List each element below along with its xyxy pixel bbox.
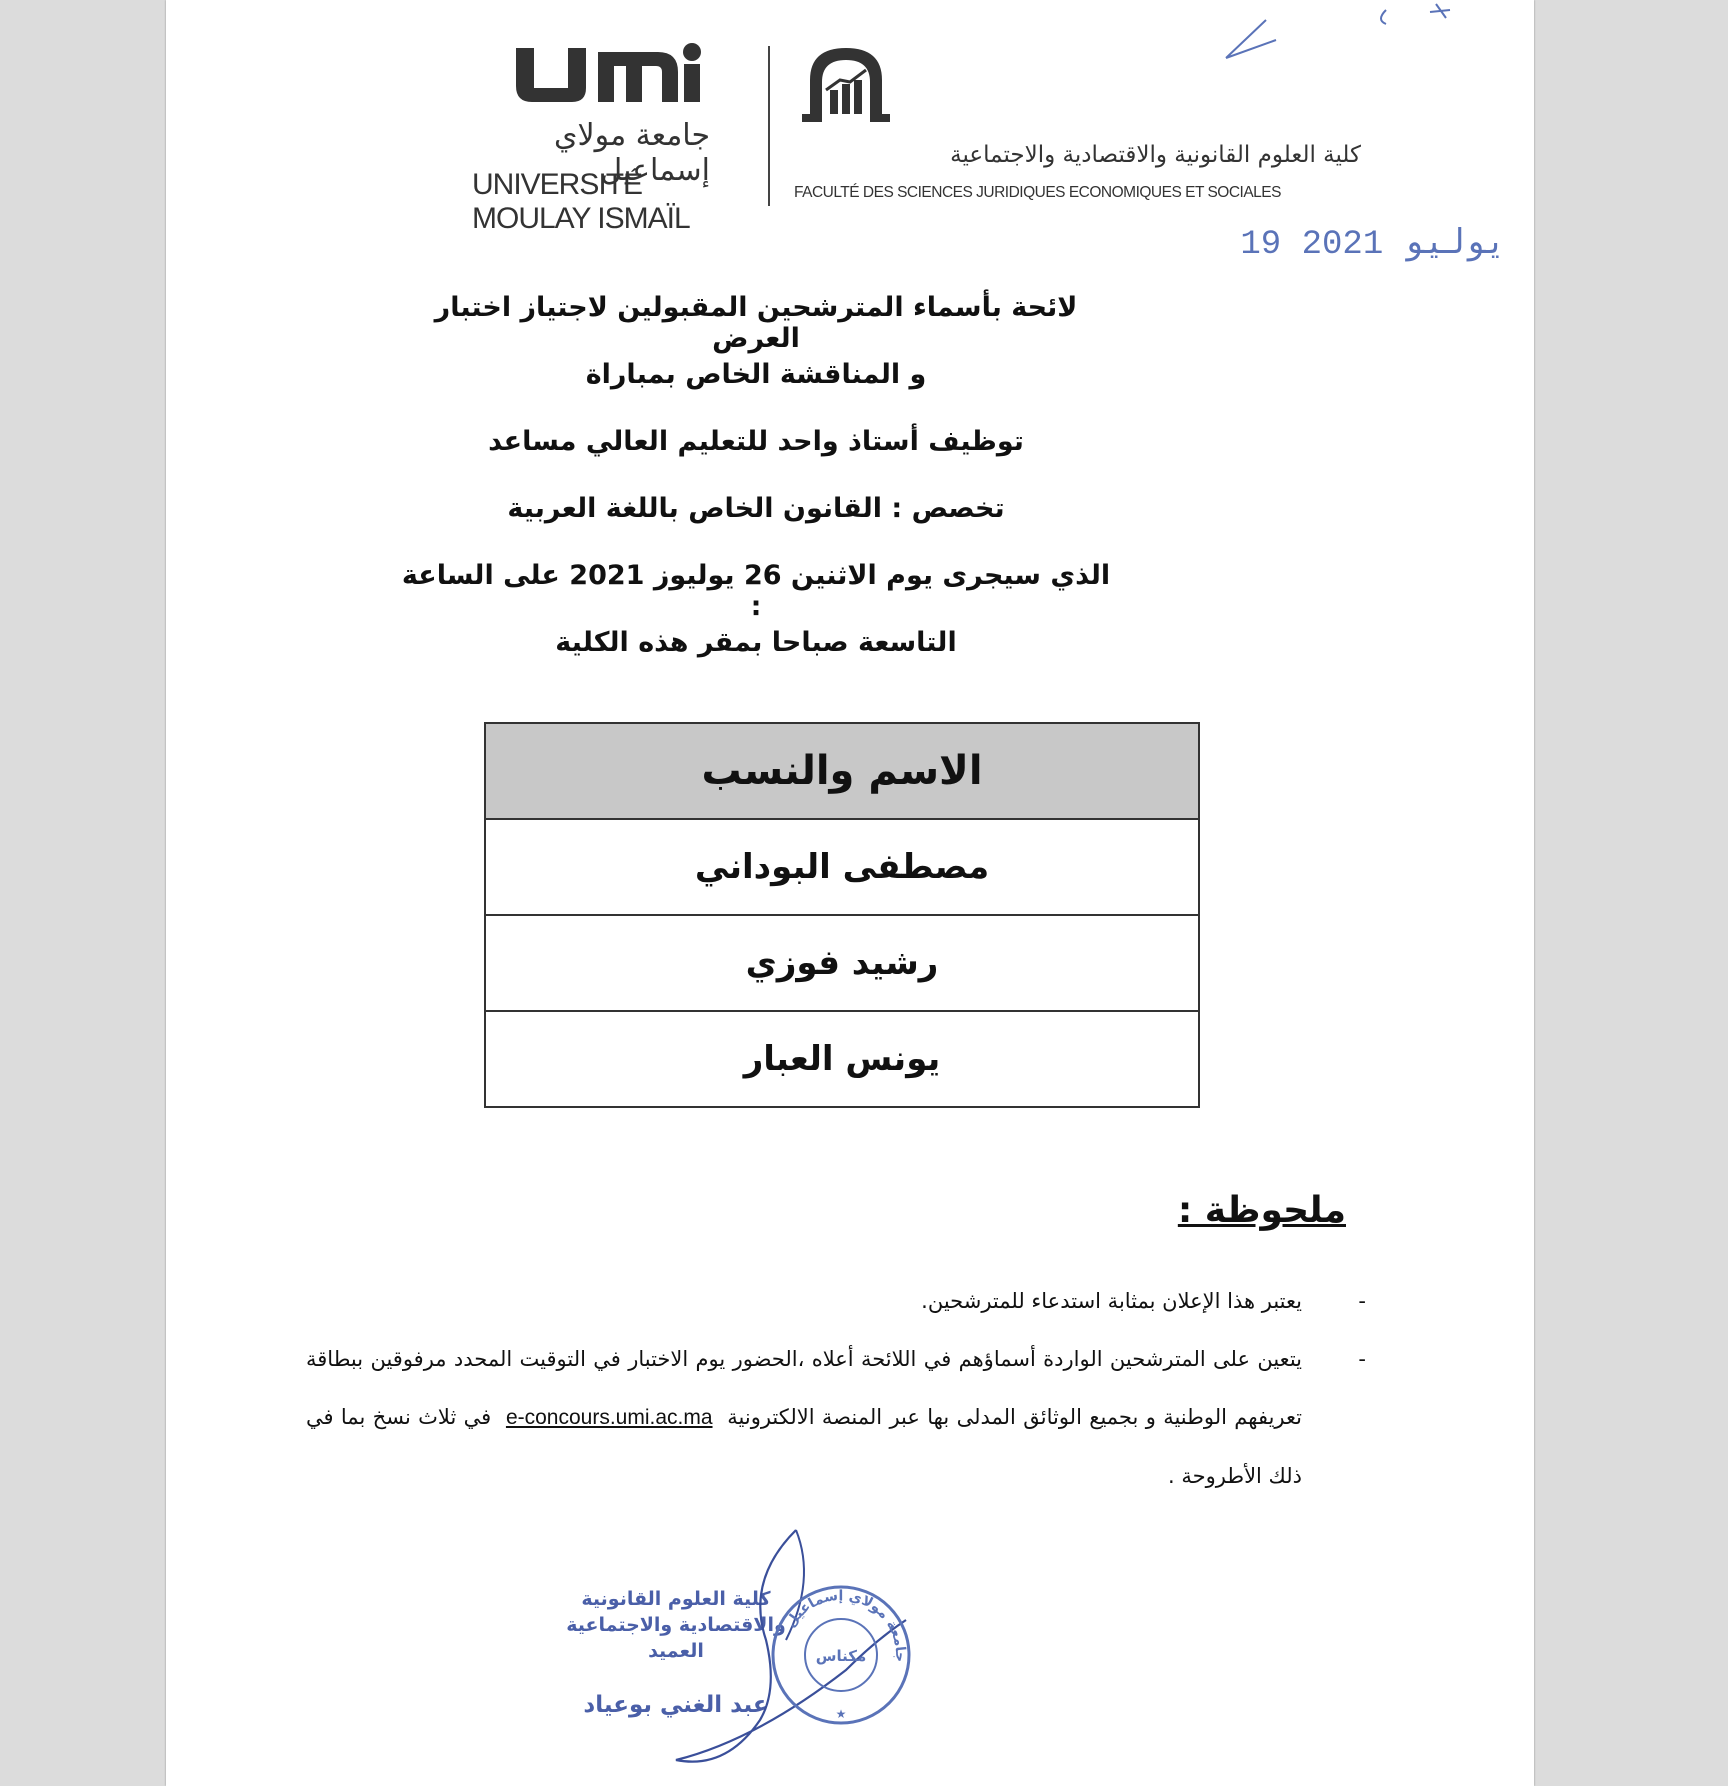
sig-line-1: كلية العلوم القانونية: [581, 1588, 771, 1610]
umi-logo: [510, 40, 710, 110]
title-line-4: تخصص : القانون الخاص باللغة العربية: [507, 493, 1005, 524]
table-row: [485, 819, 1199, 915]
note-list: [306, 1272, 1366, 1505]
list-item: [306, 1330, 1366, 1505]
table-row: [485, 1011, 1199, 1107]
seal-outer-text: جامعة مولاي إسماعيل: [782, 1587, 909, 1663]
university-name-fr: UNIVERSITÉ MOULAY ISMAÏL: [472, 168, 690, 235]
table-cell-name: مصطفى البوداني: [485, 819, 1199, 915]
bullet-dash: -: [1358, 1347, 1366, 1371]
table-row: [485, 915, 1199, 1011]
university-name-ar: جامعة مولاي إسماعيل: [553, 118, 710, 188]
date-stamp: 19 يوليو 2021: [1240, 226, 1506, 264]
document-page: [166, 0, 1534, 1786]
title-line-6: التاسعة صباحا بمقر هذه الكلية: [555, 627, 957, 658]
faculty-name-ar: كلية العلوم القانونية والاقتصادية والاجتماعية: [950, 142, 1361, 168]
note-item-2: يتعين على المترشحين الواردة أسماؤهم في اللائحة أعلاه ،الحضور يوم الاختبار في التوقيت المحدد مرفوقين ببطاقة تعريفهم الوطنية و بجميع الوثائق المدلى بها عبر المنصة الالكترونية: [306, 1347, 1302, 1429]
note-item-2-end: في ثلاث نسخ بما في ذلك الأطروحة .: [306, 1405, 1302, 1488]
header-divider: [768, 46, 770, 206]
list-item: [306, 1272, 1366, 1330]
table-header-row: [485, 723, 1199, 819]
table-header-name: الاسم والنسب: [485, 723, 1199, 819]
candidates-table: [484, 722, 1200, 1108]
sig-line-2: والاقتصادية والاجتماعية: [566, 1614, 786, 1636]
note-item-1: يعتبر هذا الإعلان بمثابة استدعاء للمترشحين.: [921, 1289, 1302, 1313]
sig-line-3: العميد: [648, 1640, 704, 1662]
note-title: ملحوظة :: [1177, 1190, 1346, 1231]
title-line-1: لائحة بأسماء المترشحين المقبولين لاجتياز اختبار العرض: [434, 292, 1078, 354]
university-seal: [766, 1580, 916, 1730]
platform-link[interactable]: e-concours.umi.ac.ma: [505, 1406, 713, 1429]
title-line-5: الذي سيجرى يوم الاثنين 26 يوليوز 2021 على الساعة :: [401, 560, 1111, 622]
table-cell-name: يونس العبار: [485, 1011, 1199, 1107]
title-line-3: توظيف أستاذ واحد للتعليم العالي مساعد: [488, 426, 1024, 457]
pen-scribble: [1206, 0, 1486, 64]
seal-inner-text: مكناس: [815, 1647, 867, 1665]
faculty-logo: [796, 40, 896, 128]
bullet-dash: -: [1358, 1289, 1366, 1313]
title-line-2: و المناقشة الخاص بمباراة: [585, 359, 927, 390]
faculty-name-fr: FACULTÉ DES SCIENCES JURIDIQUES ECONOMIQUES ET SOCIALES: [794, 184, 1281, 201]
dean-name: عبد الغني بوعياد: [583, 1692, 769, 1718]
table-cell-name: رشيد فوزي: [485, 915, 1199, 1011]
svg-text:★: ★: [835, 1707, 847, 1721]
